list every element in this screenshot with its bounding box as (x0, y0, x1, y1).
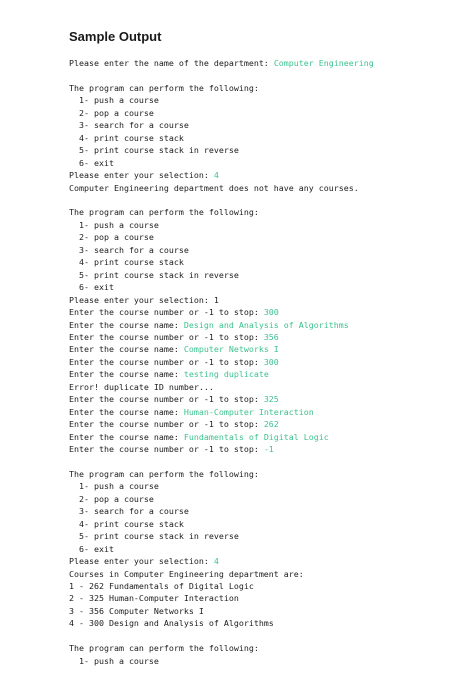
console-line (69, 269, 469, 281)
output-text: 2- pop a course (69, 493, 154, 504)
output-text: Enter the course number or -1 to stop: (69, 394, 264, 405)
output-text: 6- exit (69, 157, 114, 168)
output-text: Enter the course name: (69, 406, 184, 417)
output-text: Enter the course number or -1 to stop: (69, 419, 264, 430)
output-text: 1 - 262 Fundamentals of Digital Logic (69, 581, 254, 592)
console-line (69, 144, 469, 156)
user-input-text: 4 (213, 556, 219, 567)
output-text: Courses in Computer Engineering department are: (69, 568, 304, 579)
console-line (69, 468, 469, 480)
output-text: 1- push a course (69, 655, 159, 666)
console-line (69, 219, 469, 231)
output-text: 3- search for a course (69, 244, 189, 255)
user-input-text: 300 (263, 356, 279, 367)
console-line (69, 568, 469, 580)
blank-line (69, 456, 469, 468)
output-text: Please enter your selection: 1 (69, 294, 219, 305)
console-line (69, 319, 469, 331)
output-text: 3- search for a course (69, 120, 189, 131)
console-line (69, 530, 469, 542)
output-text: 5- print course stack in reverse (69, 269, 239, 280)
blank-line (69, 69, 469, 81)
console-line (69, 642, 469, 654)
output-text: Enter the course name: (69, 431, 184, 442)
console-line (69, 368, 469, 380)
console-line (69, 57, 469, 69)
console-line (69, 132, 469, 144)
user-input-text: 300 (263, 307, 279, 318)
console-line (69, 443, 469, 455)
console-line (69, 555, 469, 567)
output-text: 1- push a course (69, 219, 159, 230)
output-text: Please enter the name of the department: (69, 58, 274, 68)
output-text: Enter the course name: (69, 369, 184, 380)
output-text: Enter the course number or -1 to stop: (69, 307, 264, 318)
user-input-text: Fundamentals of Digital Logic (183, 431, 329, 442)
console-line (69, 182, 469, 194)
output-text: 6- exit (69, 282, 114, 293)
user-input-text: Computer Engineering (273, 58, 374, 68)
console-line (69, 580, 469, 592)
console-line (69, 256, 469, 268)
console-line (69, 107, 469, 119)
console-line (69, 381, 469, 393)
output-text: 5- print course stack in reverse (69, 531, 239, 542)
output-text: Error! duplicate ID number... (69, 381, 214, 392)
console-line (69, 406, 469, 418)
output-text: Enter the course number or -1 to stop: (69, 356, 264, 367)
output-text: Enter the course name: (69, 319, 184, 330)
output-text: Enter the course name: (69, 344, 184, 355)
user-input-text: -1 (263, 444, 274, 455)
output-text: Please enter your selection: (69, 556, 214, 567)
output-text: 2- pop a course (69, 107, 154, 118)
page-title: Sample Output (69, 29, 162, 44)
output-text: 4- print course stack (69, 257, 184, 268)
output-text: 4- print course stack (69, 518, 184, 529)
console-line (69, 356, 469, 368)
user-input-text: 4 (213, 170, 219, 181)
console-output (69, 57, 469, 667)
output-text: Computer Engineering department does not have any courses. (69, 182, 359, 193)
console-line (69, 418, 469, 430)
console-line (69, 617, 469, 629)
console-line (69, 518, 469, 530)
output-text: The program can perform the following: (69, 207, 259, 218)
output-text: The program can perform the following: (69, 82, 259, 93)
user-input-text: testing duplicate (183, 369, 269, 380)
output-text: The program can perform the following: (69, 643, 259, 654)
user-input-text: 262 (263, 419, 279, 430)
console-line (69, 206, 469, 218)
output-text: 1- push a course (69, 95, 159, 106)
output-text: 3 - 356 Computer Networks I (69, 605, 204, 616)
user-input-text: Computer Networks I (183, 344, 279, 355)
console-line (69, 592, 469, 604)
output-text: 2 - 325 Human-Computer Interaction (69, 593, 239, 604)
user-input-text: Human-Computer Interaction (183, 406, 314, 417)
console-line (69, 94, 469, 106)
console-line (69, 169, 469, 181)
console-line (69, 306, 469, 318)
output-text: 5- print course stack in reverse (69, 145, 239, 156)
output-text: 4- print course stack (69, 132, 184, 143)
console-line (69, 480, 469, 492)
user-input-text: 325 (263, 394, 279, 405)
blank-line (69, 630, 469, 642)
console-line (69, 331, 469, 343)
console-line (69, 343, 469, 355)
output-text: Please enter your selection: (69, 170, 214, 181)
console-line (69, 505, 469, 517)
output-text: Enter the course number or -1 to stop: (69, 331, 264, 342)
blank-line (69, 194, 469, 206)
console-line (69, 605, 469, 617)
console-line (69, 244, 469, 256)
console-line (69, 294, 469, 306)
console-line (69, 543, 469, 555)
output-text: 3- search for a course (69, 506, 189, 517)
output-text: 2- pop a course (69, 232, 154, 243)
user-input-text: Design and Analysis of Algorithms (183, 319, 349, 330)
output-text: The program can perform the following: (69, 468, 259, 479)
user-input-text: 356 (263, 331, 279, 342)
console-line (69, 82, 469, 94)
output-text: 6- exit (69, 543, 114, 554)
output-text: 1- push a course (69, 481, 159, 492)
console-line (69, 393, 469, 405)
console-line (69, 119, 469, 131)
console-line (69, 231, 469, 243)
console-line (69, 493, 469, 505)
console-line (69, 431, 469, 443)
console-line (69, 157, 469, 169)
console-line (69, 655, 469, 667)
output-text: Enter the course number or -1 to stop: (69, 444, 264, 455)
console-line (69, 281, 469, 293)
output-text: 4 - 300 Design and Analysis of Algorithms (69, 618, 274, 629)
